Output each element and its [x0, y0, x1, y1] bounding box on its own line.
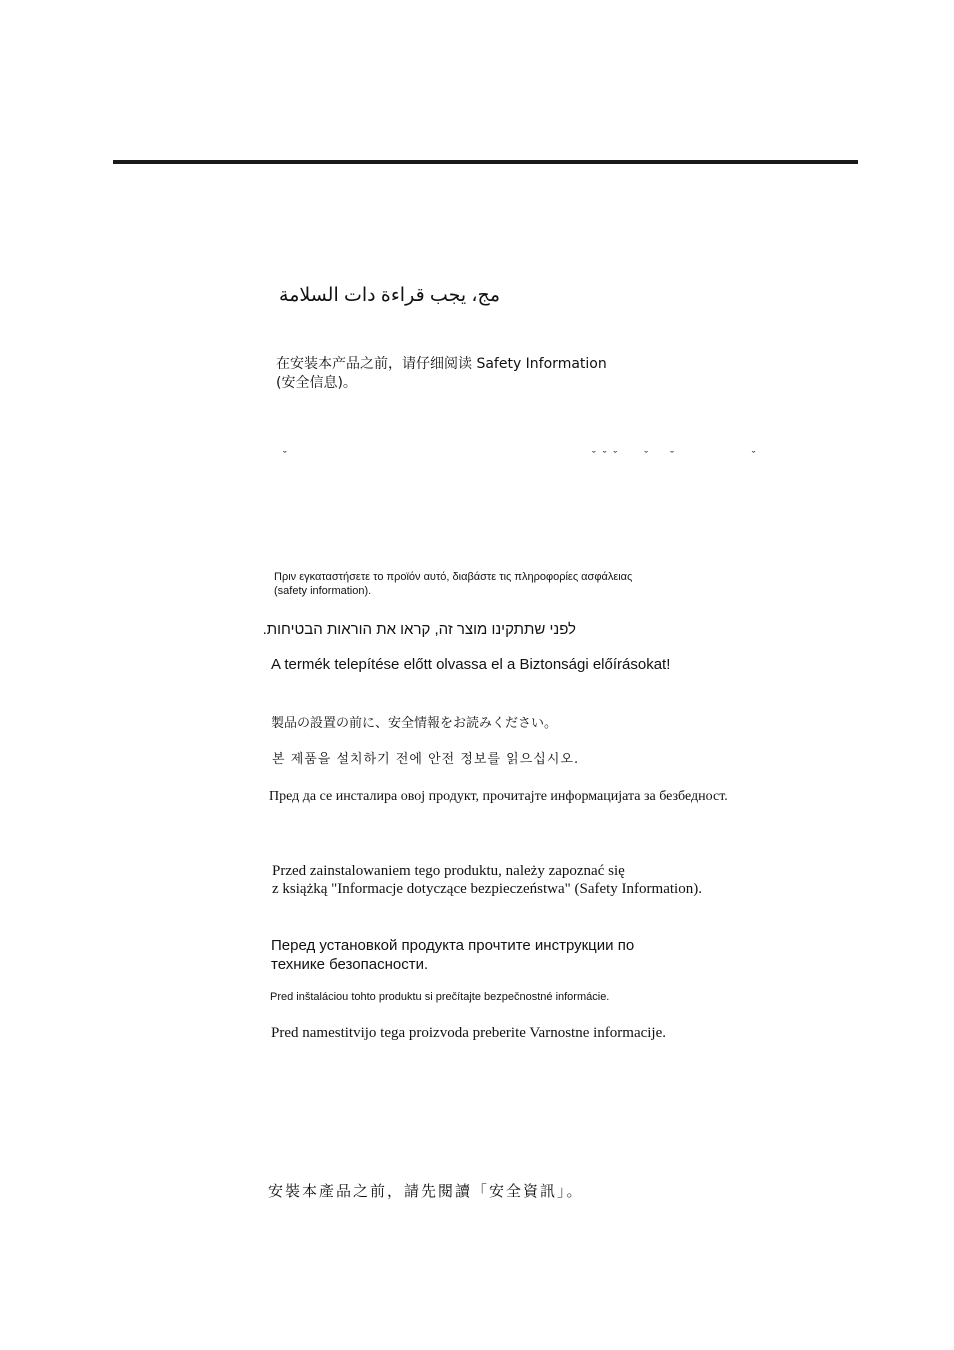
korean-safety-notice: 본 제품을 설치하기 전에 안전 정보를 읽으십시오. [272, 752, 580, 767]
russian-safety-notice-line-1: Перед установкой продукта прочтите инструкции по [271, 937, 635, 954]
slovenian-safety-notice: Pred namestitvijo tega proizvoda preberite Varnostne informacije. [271, 1025, 667, 1041]
japanese-safety-notice: 製品の設置の前に、安全情報をお読みください。 [271, 716, 558, 731]
top-divider-rule [113, 160, 858, 164]
arabic-safety-notice: مج، يجب قراءة دات السلامة [279, 285, 500, 306]
diacritic-marks-line: ˇ ˇ ˇ ˇ ˇ ˇ ˇ [283, 450, 758, 462]
polish-safety-notice-line-1: Przed zainstalowaniem tego produktu, należy zapoznać się [272, 863, 625, 879]
hebrew-safety-notice: לפני שתתקינו מוצר זה, קראו את הוראות הבטיחות. [262, 621, 576, 638]
greek-safety-notice-line-1: Πριν εγκαταστήσετε το προϊόν αυτό, διαβάστε τις πληροφορίες ασφάλειας [274, 571, 633, 583]
polish-safety-notice-line-2: z książką "Informacje dotyczące bezpieczeństwa" (Safety Information). [272, 881, 702, 897]
greek-safety-notice-line-2: (safety information). [274, 585, 372, 597]
russian-safety-notice-line-2: технике безопасности. [271, 956, 429, 973]
simplified-chinese-safety-notice-line-1: 在安装本产品之前，请仔细阅读 Safety Information [276, 356, 607, 372]
hungarian-safety-notice: A termék telepítése előtt olvassa el a Biztonsági előírásokat! [271, 656, 671, 673]
slovak-safety-notice: Pred inštaláciou tohto produktu si prečítajte bezpečnostné informácie. [270, 991, 610, 1003]
simplified-chinese-safety-notice-line-2: (安全信息)。 [276, 375, 357, 391]
macedonian-safety-notice: Пред да се инсталира овој продукт, прочитајте информацијата за безбедност. [269, 789, 728, 804]
traditional-chinese-safety-notice: 安裝本產品之前，請先閱讀「安全資訊」。 [268, 1182, 584, 1200]
